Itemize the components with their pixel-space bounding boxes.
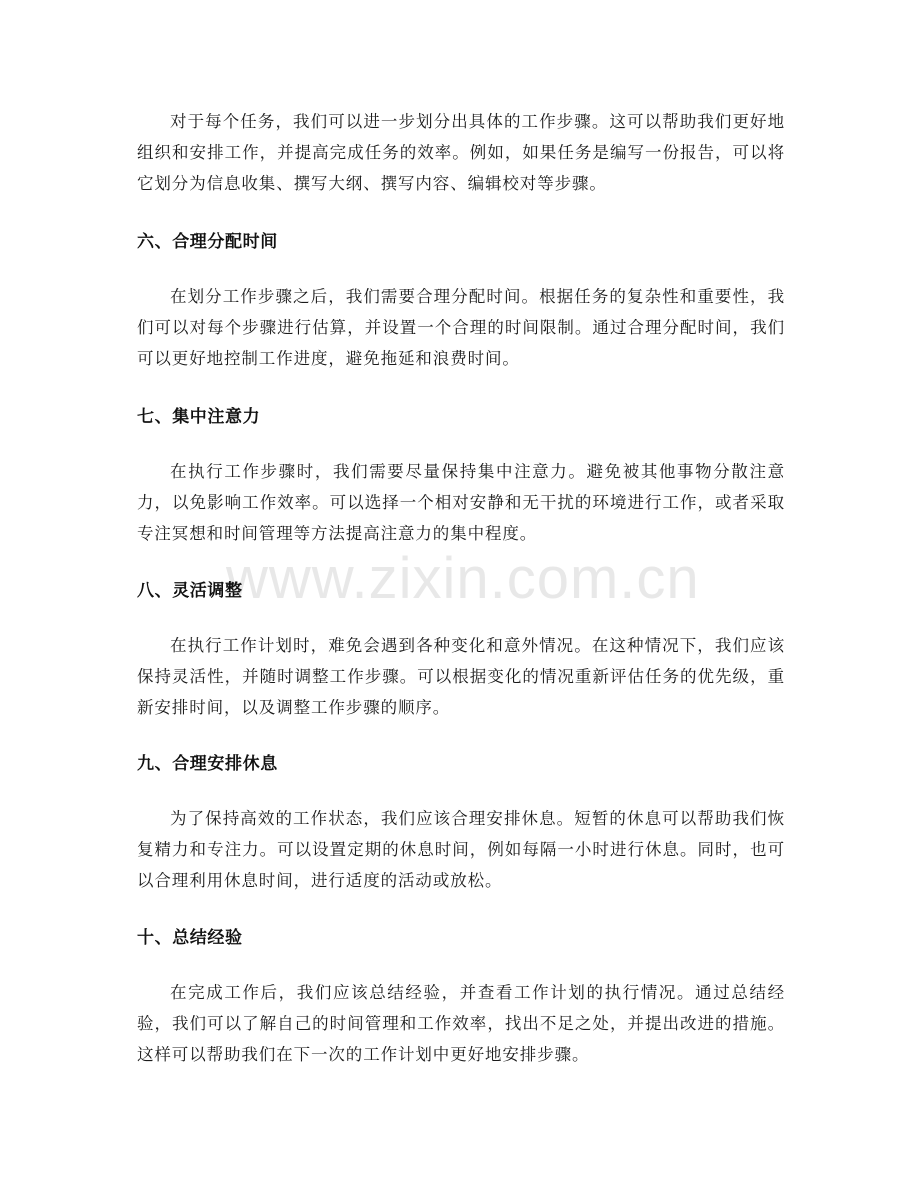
heading-rest: 九、合理安排休息	[137, 754, 278, 774]
paragraph-summarize: 在完成工作后，我们应该总结经验，并查看工作计划的执行情况。通过总结经验，我们可以了解自己的时间管理和工作效率，找出不足之处，并提出改进的措施。这样可以帮助我们在下一次的工作计划中更好地安排步骤。	[137, 983, 785, 1064]
paragraph-flexible-adjust: 在执行工作计划时，难免会遇到各种变化和意外情况。在这种情况下，我们应该保持灵活性，并随时调整工作步骤。可以根据变化的情况重新评估任务的优先级，重新安排时间，以及调整工作步骤的顺序。	[137, 636, 785, 717]
heading-focus: 七、集中注意力	[137, 407, 261, 427]
paragraph-allocate-time: 在划分工作步骤之后，我们需要合理分配时间。根据任务的复杂性和重要性，我们可以对每个步骤进行估算，并设置一个合理的时间限制。通过合理分配时间，我们可以更好地控制工作进度，避免拖延和浪费时间。	[137, 287, 785, 368]
heading-allocate-time: 六、合理分配时间	[137, 232, 278, 252]
watermark: www.zixin.com.cn	[226, 546, 700, 611]
heading-summarize: 十、总结经验	[137, 928, 243, 948]
paragraph-rest: 为了保持高效的工作状态，我们应该合理安排休息。短暂的休息可以帮助我们恢复精力和专注力。可以设置定期的休息时间，例如每隔一小时进行休息。同时，也可以合理利用休息时间，进行适度的活动或放松。	[137, 809, 785, 890]
paragraph-task-steps: 对于每个任务，我们可以进一步划分出具体的工作步骤。这可以帮助我们更好地组织和安排工作，并提高完成任务的效率。例如，如果任务是编写一份报告，可以将它划分为信息收集、撰写大纲、撰写内容、编辑校对等步骤。	[137, 112, 785, 193]
paragraph-focus: 在执行工作步骤时，我们需要尽量保持集中注意力。避免被其他事物分散注意力，以免影响工作效率。可以选择一个相对安静和无干扰的环境进行工作，或者采取专注冥想和时间管理等方法提高注意力的集中程度。	[137, 462, 785, 543]
heading-flexible-adjust: 八、灵活调整	[137, 581, 243, 601]
